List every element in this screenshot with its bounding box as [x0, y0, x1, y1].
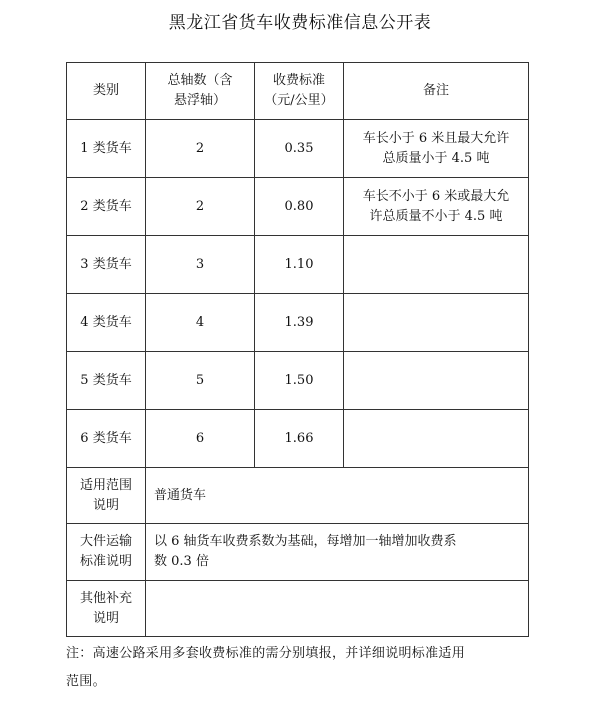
- oversize-value-line2: 数 0.3 倍: [154, 554, 209, 569]
- remark-line2: 总质量小于 4.5 吨: [382, 150, 490, 166]
- row-rate: 1.50: [255, 352, 344, 410]
- table-row: [67, 120, 529, 178]
- header-axles: [146, 63, 255, 120]
- header-category: [67, 63, 146, 120]
- row-axles: 4: [146, 294, 255, 352]
- header-axles-line1: 总轴数（含: [167, 73, 233, 88]
- row-axles: 2: [146, 178, 255, 236]
- header-rate-line1: 收费标准: [272, 73, 325, 88]
- remark-line1: 车长不小于 6 米或最大允: [362, 188, 510, 204]
- other-label-line1: 其他补充: [79, 590, 132, 606]
- table-header-row: [67, 63, 529, 120]
- row-rate: 0.35: [255, 120, 344, 178]
- remark-line2: 许总质量不小于 4.5 吨: [369, 208, 503, 224]
- header-category-label: 类别: [92, 83, 119, 98]
- header-rate: [255, 63, 344, 120]
- header-axles-line2: 悬浮轴）: [173, 93, 226, 108]
- row-remark: [344, 410, 529, 468]
- row-category: 6 类货车: [67, 410, 146, 468]
- other-label: [67, 581, 146, 637]
- header-remarks-label: 备注: [422, 83, 449, 98]
- oversize-label: [67, 524, 146, 581]
- page-title: 黑龙江省货车收费标准信息公开表: [168, 13, 432, 33]
- scope-label: [67, 468, 146, 524]
- row-remark: [344, 178, 529, 236]
- row-remark: [344, 236, 529, 294]
- other-label-line2: 说明: [92, 610, 119, 626]
- fee-standard-table: [66, 62, 529, 637]
- row-axles: 2: [146, 120, 255, 178]
- footnote: [66, 640, 536, 696]
- oversize-value: [146, 524, 529, 581]
- remark-line1: 车长小于 6 米且最大允许: [362, 130, 510, 146]
- row-rate: 1.39: [255, 294, 344, 352]
- table-row: [67, 352, 529, 410]
- row-remark: [344, 294, 529, 352]
- row-rate: 1.66: [255, 410, 344, 468]
- row-rate: 1.10: [255, 236, 344, 294]
- row-category: 3 类货车: [67, 236, 146, 294]
- scope-label-line2: 说明: [92, 497, 119, 513]
- row-remark: [344, 352, 529, 410]
- row-axles: 3: [146, 236, 255, 294]
- scope-label-line1: 适用范围: [79, 477, 132, 493]
- row-category: 5 类货车: [67, 352, 146, 410]
- oversize-row: [67, 524, 529, 581]
- footnote-line2: 范围。: [66, 674, 106, 689]
- header-remarks: [344, 63, 529, 120]
- oversize-value-line1: 以 6 轴货车收费系数为基础，每增加一轴增加收费系: [154, 534, 457, 549]
- table-row: [67, 178, 529, 236]
- row-axles: 6: [146, 410, 255, 468]
- row-remark: [344, 120, 529, 178]
- table-row: [67, 294, 529, 352]
- header-rate-line2: （元/公里）: [264, 93, 334, 108]
- row-rate: 0.80: [255, 178, 344, 236]
- row-axles: 5: [146, 352, 255, 410]
- scope-row: [67, 468, 529, 524]
- other-value: [146, 581, 529, 637]
- row-category: 2 类货车: [67, 178, 146, 236]
- oversize-label-line2: 标准说明: [79, 554, 132, 569]
- row-category: 4 类货车: [67, 294, 146, 352]
- other-row: [67, 581, 529, 637]
- scope-value: 普通货车: [146, 468, 529, 524]
- table-row: [67, 236, 529, 294]
- oversize-label-line1: 大件运输: [79, 534, 132, 549]
- row-category: 1 类货车: [67, 120, 146, 178]
- footnote-line1: 注：高速公路采用多套收费标准的需分别填报，并详细说明标准适用: [66, 646, 466, 661]
- table-row: [67, 410, 529, 468]
